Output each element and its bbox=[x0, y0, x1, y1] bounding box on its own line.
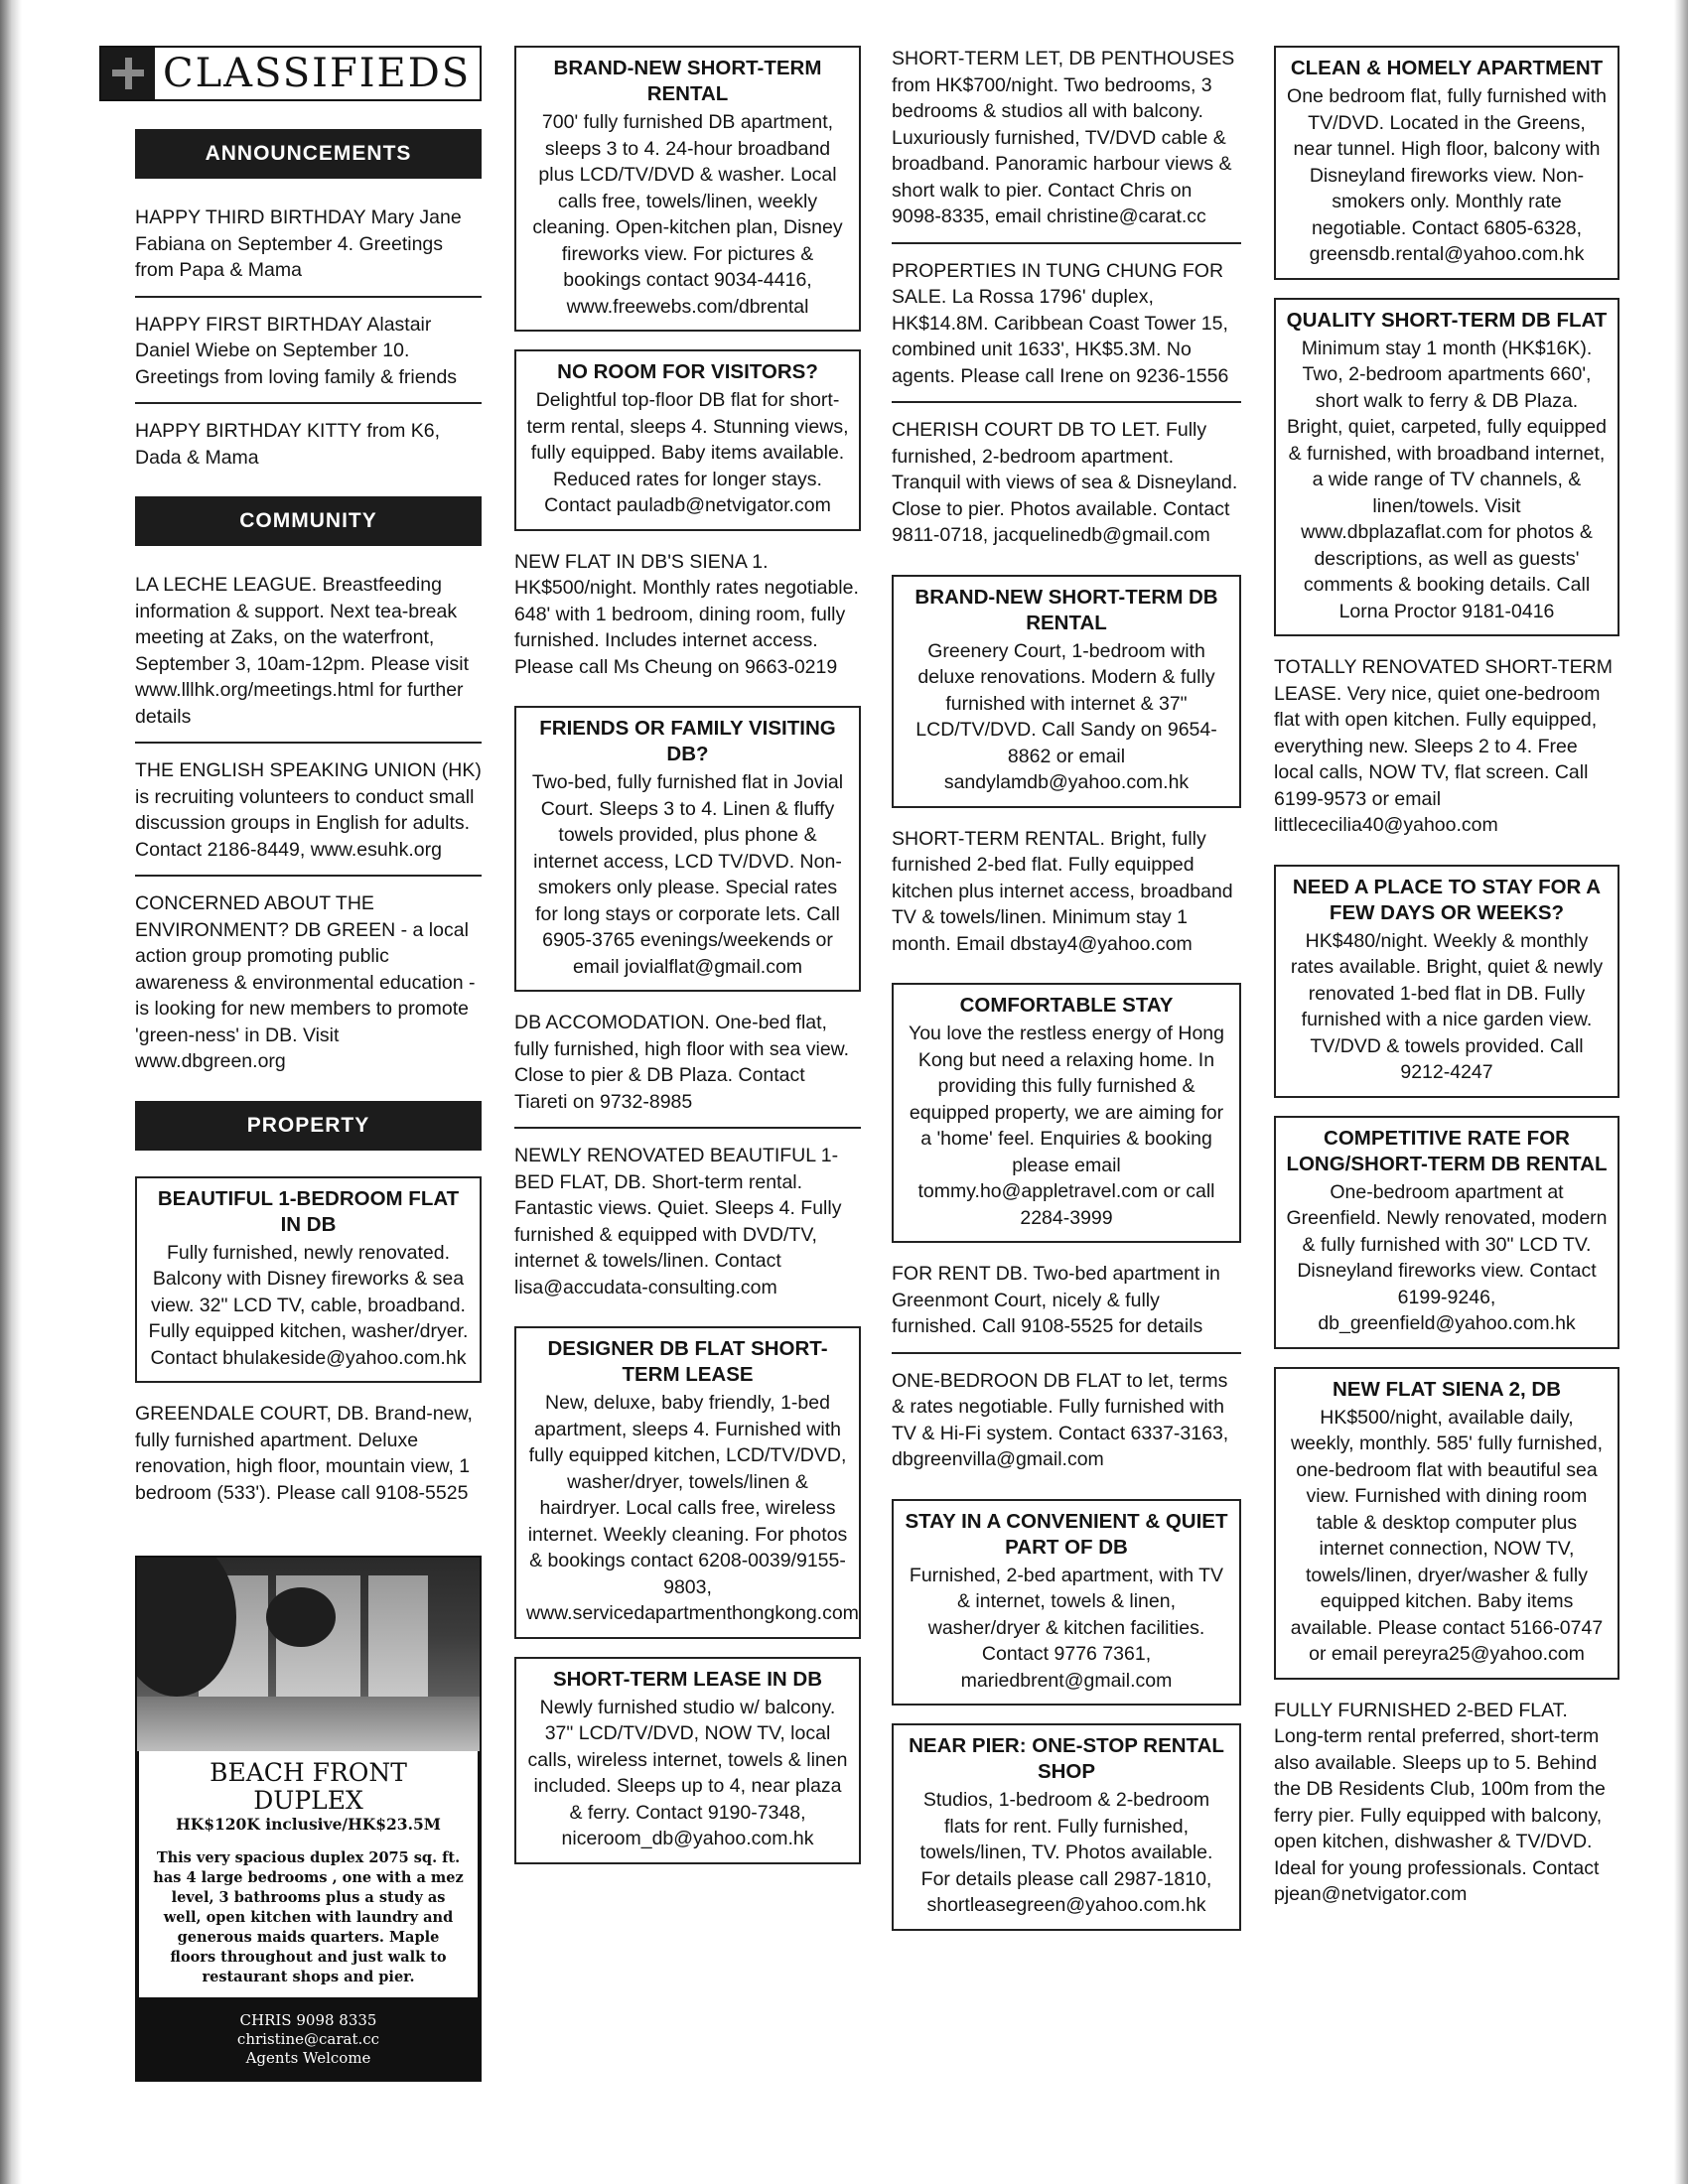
photo-floor bbox=[137, 1697, 480, 1751]
boxed-ad bbox=[892, 1499, 1241, 1706]
announcement-item: HAPPY THIRD BIRTHDAY Mary Jane Fabiana on September 4. Greetings from Papa & Mama bbox=[135, 205, 482, 298]
community-item: THE ENGLISH SPEAKING UNION (HK) is recruiting volunteers to conduct small discussion groups in English for adults. Contact 2186-8449, www.esuhk.org bbox=[135, 757, 482, 877]
boxed-ad-body: Fully furnished, newly renovated. Balcony with Disney fireworks & sea view. 32" LCD TV, cable, broadband. Fully equipped kitchen, washer/dryer. Contact bhulakeside@yahoo.com.hk bbox=[148, 1241, 469, 1369]
boxed-ad-title: NO ROOM FOR VISITORS? bbox=[557, 360, 818, 383]
boxed-ad-title: BEAUTIFUL 1-BEDROOM FLAT IN DB bbox=[157, 1186, 460, 1236]
section-header-property: PROPERTY bbox=[135, 1101, 482, 1151]
masthead bbox=[99, 46, 482, 101]
boxed-ad bbox=[892, 1723, 1241, 1931]
cross-icon bbox=[101, 48, 155, 99]
page-title: CLASSIFIEDS bbox=[163, 51, 472, 96]
boxed-ad bbox=[135, 1176, 482, 1384]
boxed-ad-body: You love the restless energy of Hong Kong but need a relaxing home. In providing this fully furnished & equipped property, we are aiming for a 'home' feel. Enquiries & booking please email tommy.ho@appletravel.com or call 2284-3999 bbox=[909, 1023, 1224, 1229]
photo-window bbox=[368, 1575, 428, 1714]
ad-contact-phone: CHRIS 9098 8335 bbox=[239, 2011, 377, 2029]
boxed-ad bbox=[1274, 1367, 1619, 1680]
property-item: DB ACCOMODATION. One-bed flat, fully furnished, high floor with sea view. Close to pier & DB Plaza. Contact Tiareti on 9732-8985 bbox=[514, 1010, 861, 1129]
boxed-ad-body: One bedroom flat, fully furnished with TV/DVD. Located in the Greens, near tunnel. High floor, balcony with Disneyland fireworks view. Non-smokers only. Monthly rate negotiable. Contact 6805-6328, greensdb.rental@yahoo.com.hk bbox=[1287, 85, 1607, 265]
column-3 bbox=[892, 46, 1241, 2160]
announcement-item: HAPPY FIRST BIRTHDAY Alastair Daniel Wiebe on September 10. Greetings from loving family & friends bbox=[135, 312, 482, 405]
boxed-ad-body: Newly furnished studio w/ balcony. 37" LCD/TV/DVD, NOW TV, local calls, wireless internet, towels & linen included. Sleeps up to 4, near plaza & ferry. Contact 9190-7348, niceroom_db@yahoo.com.hk bbox=[527, 1696, 848, 1849]
boxed-ad-body: Two-bed, fully furnished flat in Jovial Court. Sleeps 3 to 4. Linen & fluffy towels provided, plus phone & internet access, LCD TV/DVD. Non-smokers only please. Special rates for long stays or corporate lets. Call 6905-3765 evenings/weekends or email jovialflat@gmail.com bbox=[531, 771, 844, 978]
photo-foliage bbox=[266, 1587, 336, 1647]
boxed-ad bbox=[892, 983, 1241, 1243]
ad-photo bbox=[137, 1558, 480, 1751]
boxed-ad-title: STAY IN A CONVENIENT & QUIET PART OF DB bbox=[905, 1509, 1228, 1559]
community-item: CONCERNED ABOUT THE ENVIRONMENT? DB GREEN - a local action group promoting public awareness & environmental education - is looking for new members to promote 'green-ness' in DB. Visit www.dbgreen.org bbox=[135, 892, 476, 1072]
boxed-ad-body: HK$480/night. Weekly & monthly rates available. Bright, quiet & newly renovated 1-bed flat in DB. Fully furnished with a nice garden view. TV/DVD & towels provided. Call 9212-4247 bbox=[1290, 929, 1604, 1083]
column-4 bbox=[1274, 46, 1619, 2160]
ad-contact bbox=[137, 1997, 480, 2080]
boxed-ad-title: NEW FLAT SIENA 2, DB bbox=[1332, 1377, 1562, 1401]
boxed-ad-body: New, deluxe, baby friendly, 1-bed apartment, sleeps 4. Furnished with fully equipped kitchen, LCD/TV/DVD, washer/dryer, towels/linen & hairdryer. Local calls free, wireless internet. Weekly cleaning. For photos & bookings contact 6208-0039/9155-9803, www.servicedapartmenthongkong.com bbox=[526, 1392, 859, 1624]
section-header-community: COMMUNITY bbox=[135, 496, 482, 546]
ad-body bbox=[139, 1751, 478, 1997]
boxed-ad-title: NEAR PIER: ONE-STOP RENTAL SHOP bbox=[909, 1734, 1224, 1783]
boxed-ad-body: Delightful top-floor DB flat for short-term rental, sleeps 4. Stunning views, fully equipped. Baby items available. Reduced rates for longer stays. Contact pauladb@netvigator.com bbox=[526, 389, 849, 516]
property-item: SHORT-TERM RENTAL. Bright, fully furnished 2-bed flat. Fully equipped kitchen plus internet access, broadband TV & towels/linen. Minimum stay 1 month. Email dbstay4@yahoo.com bbox=[892, 827, 1233, 955]
boxed-ad-title: BRAND-NEW SHORT-TERM RENTAL bbox=[553, 57, 822, 105]
boxed-ad-title: QUALITY SHORT-TERM DB FLAT bbox=[1286, 308, 1608, 332]
announcement-item: HAPPY BIRTHDAY KITTY from K6, Dada & Mama bbox=[135, 420, 441, 469]
boxed-ad-body: Studios, 1-bedroom & 2-bedroom flats for rent. Fully furnished, towels/linen, TV. Photos available. For details please call 2987-1810, shortleasegreen@yahoo.com.hk bbox=[919, 1789, 1213, 1916]
boxed-ad-title: SHORT-TERM LEASE IN DB bbox=[552, 1667, 823, 1691]
ad-description: This very spacious duplex 2075 sq. ft. has 4 large bedrooms , one with a mez level, 3 bathrooms plus a study as well, open kitchen with laundry and generous maids quarters. Maple floors throughout and just walk to restaurant shops and pier. bbox=[153, 1849, 464, 1985]
boxed-ad-title: COMFORTABLE STAY bbox=[959, 994, 1174, 1017]
property-item: NEW FLAT IN DB'S SIENA 1. HK$500/night. Monthly rates negotiable. 648' with 1 bedroom, dining room, fully furnished. Includes internet access. Please call Ms Cheung on 9663-0219 bbox=[514, 550, 859, 678]
property-item: ONE-BEDROON DB FLAT to let, terms & rates negotiable. Fully furnished with TV & Hi-Fi system. Contact 6337-3163, dbgreenvilla@gmail.com bbox=[892, 1369, 1229, 1470]
property-item: CHERISH COURT DB TO LET. Fully furnished, 2-bedroom apartment. Tranquil with views of sea & Disneyland. Close to pier. Photos available. Contact 9811-0718, jacquelinedb@gmail.com bbox=[892, 419, 1238, 546]
boxed-ad-title: DESIGNER DB FLAT SHORT-TERM LEASE bbox=[547, 1337, 828, 1386]
boxed-ad bbox=[1274, 46, 1619, 280]
boxed-ad bbox=[514, 1657, 861, 1864]
property-item: PROPERTIES IN TUNG CHUNG FOR SALE. La Rossa 1796' duplex, HK$14.8M. Caribbean Coast Tower 15, combined unit 1633', HK$5.3M. No agents. Please call Irene on 9236-1556 bbox=[892, 258, 1241, 404]
ad-contact-email: christine@carat.cc bbox=[236, 2030, 380, 2048]
boxed-ad-body: One-bedroom apartment at Greenfield. Newly renovated, modern & fully furnished with 30" LCD TV. Disneyland fireworks view. Contact 6199-9246, db_greenfield@yahoo.com.hk bbox=[1286, 1180, 1608, 1334]
display-ad bbox=[135, 1556, 482, 2082]
boxed-ad-body: Minimum stay 1 month (HK$16K). Two, 2-bedroom apartments 660', short walk to ferry & DB Plaza. Bright, quiet, carpeted, fully equipped & furnished, with broadband internet, a wide range of TV channels, & linen/towels. Visit www.dbplazaflat.com for photos & descriptions, as well as guests' comments & booking details. Call Lorna Proctor 9181-0416 bbox=[1287, 337, 1607, 622]
page-edge bbox=[1674, 0, 1688, 2184]
boxed-ad-body: Greenery Court, 1-bedroom with deluxe renovations. Modern & fully furnished with internet & 37" LCD/TV/DVD. Call Sandy on 9654-8862 or email sandylamdb@yahoo.com.hk bbox=[915, 639, 1217, 793]
boxed-ad bbox=[1274, 865, 1619, 1098]
boxed-ad-title: NEED A PLACE TO STAY FOR A FEW DAYS OR WEEKS? bbox=[1292, 875, 1602, 924]
property-item: GREENDALE COURT, DB. Brand-new, fully furnished apartment. Deluxe renovation, high floor, mountain view, 1 bedroom (533'). Please call 9108-5525 bbox=[135, 1403, 473, 1504]
property-item: NEWLY RENOVATED BEAUTIFUL 1-BED FLAT, DB. Short-term rental. Fantastic views. Quiet. Sleeps 4. Fully furnished & equipped with DVD/TV, internet & towels/linen. Contact lisa@accudata-consulting.com bbox=[514, 1145, 842, 1298]
property-item: FOR RENT DB. Two-bed apartment in Greenmont Court, nicely & fully furnished. Call 9108-5525 for details bbox=[892, 1261, 1241, 1354]
boxed-ad bbox=[1274, 1116, 1619, 1349]
boxed-ad bbox=[1274, 298, 1619, 637]
binding-edge bbox=[0, 0, 22, 2184]
boxed-ad bbox=[892, 575, 1241, 808]
boxed-ad bbox=[514, 1326, 861, 1639]
boxed-ad-title: COMPETITIVE RATE FOR LONG/SHORT-TERM DB RENTAL bbox=[1286, 1126, 1608, 1175]
community-item: LA LECHE LEAGUE. Breastfeeding information & support. Next tea-break meeting at Zaks, on the waterfront, September 3, 10am-12pm. Please visit www.lllhk.org/meetings.html for further details bbox=[135, 572, 482, 744]
property-item: FULLY FURNISHED 2-BED FLAT. Long-term rental preferred, short-term also available. Sleeps up to 5. Behind the DB Residents Club, 100m from the ferry pier. Fully equipped with balcony, open kitchen, dishwasher & TV/DVD. Ideal for young professionals. Contact pjean@netvigator.com bbox=[1274, 1699, 1606, 1905]
boxed-ad bbox=[514, 706, 861, 992]
section-header-announcements: ANNOUNCEMENTS bbox=[135, 129, 482, 179]
boxed-ad-title: BRAND-NEW SHORT-TERM DB RENTAL bbox=[914, 585, 1218, 634]
boxed-ad-body: HK$500/night, available daily, weekly, monthly. 585' fully furnished, one-bedroom flat with beautiful sea view. Furnished with dining room table & desktop computer plus internet connection, NOW TV, towels/linen, dryer/washer & fully equipped kitchen. Baby items available. Please contact 5166-0747 or email pereyra25@yahoo.com bbox=[1290, 1406, 1604, 1665]
boxed-ad bbox=[514, 46, 861, 332]
boxed-ad-title: FRIENDS OR FAMILY VISITING DB? bbox=[539, 717, 836, 765]
ad-price: HK$120K inclusive/HK$23.5M bbox=[176, 1815, 441, 1834]
boxed-ad-body: 700' fully furnished DB apartment, sleeps 3 to 4. 24-hour broadband plus LCD/TV/DVD & washer. Local calls free, towels/linen, weekly cleaning. Open-kitchen plan, Disney fireworks view. For pictures & bookings contact 9034-4416, www.freewebs.com/dbrental bbox=[532, 111, 843, 318]
property-item: SHORT-TERM LET, DB PENTHOUSES from HK$700/night. Two bedrooms, 3 bedrooms & studios all with balcony. Luxuriously furnished, TV/DVD cable & broadband. Panoramic harbour views & short walk to pier. Contact Chris on 9098-8335, email christine@carat.cc bbox=[892, 46, 1241, 244]
ad-agents-note: Agents Welcome bbox=[245, 2049, 371, 2067]
boxed-ad-title: CLEAN & HOMELY APARTMENT bbox=[1290, 57, 1604, 79]
column-1 bbox=[99, 46, 482, 2160]
property-item: TOTALLY RENOVATED SHORT-TERM LEASE. Very nice, quiet one-bedroom flat with open kitchen. Fully equipped, everything new. Sleeps 2 to 4. Free local calls, NOW TV, flat screen. Call 6199-9573 or email littlececilia40@yahoo.com bbox=[1274, 656, 1613, 836]
column-2 bbox=[514, 46, 861, 2160]
boxed-ad bbox=[514, 349, 861, 531]
boxed-ad-body: Furnished, 2-bed apartment, with TV & internet, towels & linen, washer/dryer & kitchen facilities. Contact 9776 7361, mariedbrent@gmail.com bbox=[909, 1564, 1224, 1692]
ad-title: BEACH FRONT DUPLEX bbox=[210, 1758, 407, 1815]
